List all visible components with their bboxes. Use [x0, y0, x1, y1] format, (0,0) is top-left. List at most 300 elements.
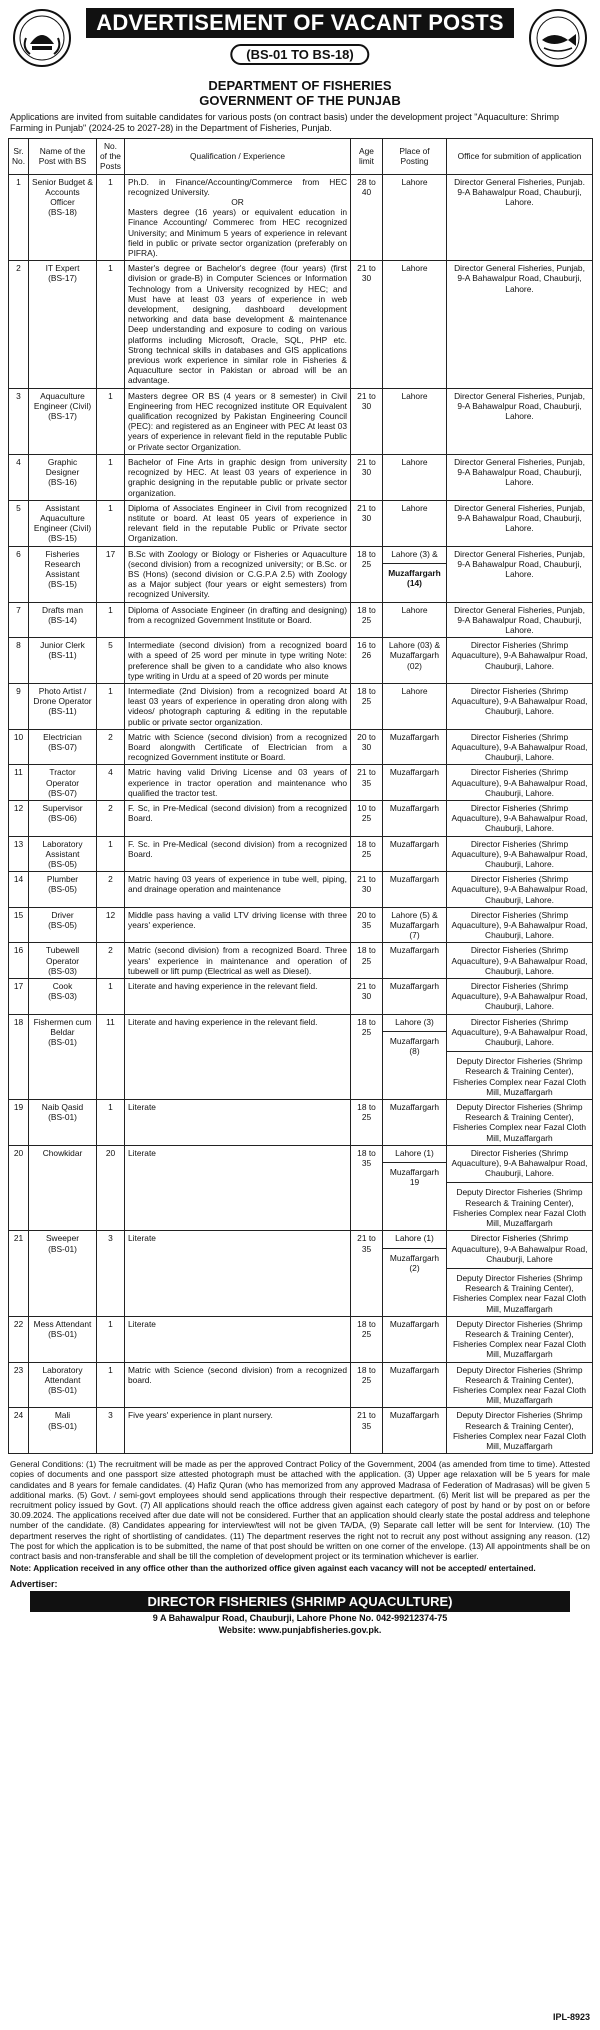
pay-scale-range: (BS-01 TO BS-18) — [230, 44, 369, 65]
cell-age: 21 to 35 — [351, 765, 383, 801]
cell-count: 1 — [97, 1100, 125, 1146]
table-row — [9, 1014, 593, 1099]
table-row — [9, 638, 593, 684]
cell-count: 1 — [97, 836, 125, 872]
cell-post — [29, 907, 97, 943]
cell-age: 21 to 35 — [351, 1408, 383, 1454]
submission-office: Director Fisheries (Shrimp Aquaculture), 9-A Bahawalpur Road, Chauburji, Lahore. — [451, 767, 588, 798]
submission-office: Deputy Director Fisheries (Shrimp Research & Training Center), Fisheries Complex near Fazal Cloth Mill, Muzaffargarh — [452, 1364, 587, 1406]
cell-sr: 18 — [9, 1014, 29, 1099]
cell-count: 2 — [97, 872, 125, 908]
cell-qualification — [125, 454, 351, 500]
cell-place — [383, 1014, 447, 1099]
post-scale: (BS-14) — [48, 614, 77, 625]
post-name: Naib Qasid — [41, 1102, 84, 1113]
cell-place — [383, 907, 447, 943]
place-of-posting: Muzaffargarh — [389, 802, 440, 813]
table-row — [9, 174, 593, 261]
cell-post — [29, 765, 97, 801]
cell-place — [383, 729, 447, 765]
table-row — [9, 500, 593, 546]
cell-sr: 21 — [9, 1231, 29, 1316]
post-name: Graphic Designer — [45, 456, 80, 478]
cell-age: 18 to 25 — [351, 1014, 383, 1099]
cell-office — [447, 1014, 593, 1099]
submission-office: Director Fisheries (Shrimp Aquaculture), 9-A Bahawalpur Road, Chauburji, Lahore. — [451, 838, 588, 869]
cell-age: 21 to 35 — [351, 1231, 383, 1316]
cell-sr: 13 — [9, 836, 29, 872]
post-scale: (BS-17) — [48, 273, 77, 284]
cell-count: 20 — [97, 1145, 125, 1230]
cell-office — [447, 943, 593, 979]
post-name: Drafts man — [42, 604, 83, 615]
cell-qualification — [125, 1231, 351, 1316]
cell-qualification — [125, 683, 351, 729]
cell-place — [383, 800, 447, 836]
cell-office — [447, 1408, 593, 1454]
post-name: Supervisor — [42, 802, 83, 813]
cell-post — [29, 454, 97, 500]
cell-office — [447, 388, 593, 454]
fisheries-department-seal-icon — [528, 8, 588, 68]
place-of-posting: Muzaffargarh (8) — [383, 1031, 446, 1056]
qualification-text: Diploma of Associate Engineer (in drafting and designing) from a recognized Government Institute or Board. — [128, 604, 347, 625]
cell-sr: 3 — [9, 388, 29, 454]
header-age: Age limit — [351, 139, 383, 175]
cell-office — [447, 174, 593, 261]
cell-age: 21 to 30 — [351, 500, 383, 546]
place-of-posting: Lahore — [401, 390, 428, 401]
submission-office: Director General Fisheries, Punjab. 9-A Bahawalpur Road, Chauburji, Lahore. — [454, 176, 585, 208]
cell-qualification — [125, 500, 351, 546]
cell-sr: 22 — [9, 1316, 29, 1362]
cell-qualification — [125, 1316, 351, 1362]
cell-office — [447, 836, 593, 872]
cell-age: 16 to 26 — [351, 638, 383, 684]
qualification-text: Matric having valid Driving License and 03 years of experience in tractor operation and maintenance who qualified the tractor test. — [128, 767, 347, 798]
cell-office — [447, 683, 593, 729]
post-scale: (BS-11) — [48, 706, 77, 717]
cell-qualification — [125, 174, 351, 261]
cell-post — [29, 500, 97, 546]
cell-place — [383, 261, 447, 388]
cell-place — [383, 1100, 447, 1146]
cell-post — [29, 979, 97, 1015]
cell-count: 1 — [97, 683, 125, 729]
post-scale: (BS-18) — [48, 207, 77, 218]
place-of-posting: Muzaffargarh — [389, 1102, 440, 1113]
header-qualification: Qualification / Experience — [125, 139, 351, 175]
cell-post — [29, 1316, 97, 1362]
cell-sr: 12 — [9, 800, 29, 836]
cell-office — [447, 261, 593, 388]
cell-sr: 8 — [9, 638, 29, 684]
cell-office — [447, 765, 593, 801]
post-scale: (BS-15) — [48, 533, 77, 544]
cell-place — [383, 500, 447, 546]
place-of-posting: Lahore (5) & Muzaffargarh (7) — [389, 909, 440, 941]
cell-place — [383, 683, 447, 729]
cell-office — [447, 454, 593, 500]
cell-age: 18 to 35 — [351, 1145, 383, 1230]
cell-place — [383, 1362, 447, 1408]
table-row — [9, 388, 593, 454]
cell-qualification — [125, 1014, 351, 1099]
cell-age: 28 to 40 — [351, 174, 383, 261]
cell-count: 11 — [97, 1014, 125, 1099]
table-row — [9, 943, 593, 979]
header — [8, 6, 592, 84]
place-of-posting: Lahore (3) & — [391, 548, 438, 559]
cell-place — [383, 1316, 447, 1362]
qualification-text: Matric having 03 years of experience in tube well, piping, and drainage operation and maintenance — [128, 874, 347, 895]
post-name: Fisheries Research Assistant — [44, 548, 81, 579]
place-of-posting: Lahore (03) & Muzaffargarh (02) — [388, 640, 441, 671]
post-name: Fishermen cum Beldar — [33, 1016, 92, 1037]
header-sr: Sr. No. — [9, 139, 29, 175]
cell-post — [29, 1408, 97, 1454]
cell-qualification — [125, 943, 351, 979]
cell-sr: 4 — [9, 454, 29, 500]
cell-count: 3 — [97, 1231, 125, 1316]
cell-post — [29, 1362, 97, 1408]
cell-qualification — [125, 1362, 351, 1408]
cell-post — [29, 872, 97, 908]
table-body — [9, 174, 593, 1454]
cell-place — [383, 765, 447, 801]
advertiser-address: 9 A Bahawalpur Road, Chauburji, Lahore Phone No. 042-99212374-75 — [152, 1613, 448, 1624]
table-row — [9, 261, 593, 388]
place-of-posting: Lahore — [401, 263, 428, 274]
cell-sr: 1 — [9, 174, 29, 261]
cell-qualification — [125, 1100, 351, 1146]
cell-count: 2 — [97, 729, 125, 765]
header-post: Name of the Post with BS — [29, 139, 97, 175]
cell-sr: 2 — [9, 261, 29, 388]
table-header-row — [9, 139, 593, 175]
place-of-posting: Muzaffargarh — [389, 945, 440, 956]
cell-sr: 15 — [9, 907, 29, 943]
cell-office — [447, 729, 593, 765]
cell-count: 1 — [97, 388, 125, 454]
cell-post — [29, 546, 97, 602]
header-place: Place of Posting — [383, 139, 447, 175]
cell-place — [383, 174, 447, 261]
place-of-posting: Muzaffargarh — [389, 874, 440, 885]
table-row — [9, 1316, 593, 1362]
advertiser-name: DIRECTOR FISHERIES (SHRIMP AQUACULTURE) — [30, 1591, 570, 1612]
post-name: IT Expert — [45, 263, 80, 274]
place-of-posting: Lahore (3) — [395, 1016, 434, 1027]
cell-qualification — [125, 602, 351, 638]
place-of-posting: Muzaffargarh — [389, 1318, 440, 1329]
submission-office: Deputy Director Fisheries (Shrimp Research & Training Center), Fisheries Complex near Fazal Cloth Mill, Muzaffargarh — [447, 1051, 592, 1097]
cell-age: 21 to 30 — [351, 261, 383, 388]
place-of-posting: Lahore — [401, 502, 428, 513]
table-row — [9, 836, 593, 872]
submission-office: Deputy Director Fisheries (Shrimp Research & Training Center), Fisheries Complex near Fazal Cloth Mill, Muzaffargarh — [447, 1268, 592, 1314]
post-scale: (BS-01) — [48, 1328, 77, 1339]
cell-post — [29, 683, 97, 729]
submission-office: Director Fisheries (Shrimp Aquaculture), 9-A Bahawalpur Road, Chauburji, Lahore. — [451, 685, 588, 717]
post-name: Driver — [51, 909, 74, 920]
general-conditions: General Conditions: (1) The recruitment will be made as per the approved Contract Policy of the Government, 2004 (as amended from time to time). Attested copies of documents and one passport size attested photograph must be attached with the application. (3) Upper age relaxation will be 5 years for male candidates and 8 years for female candidates. (4) Hafiz Quran (who has memorized from any approved Madrasa of Federation of Madrasas) will be given 5 additional marks. (5) Govt. / semi-govt employees should send applications through their respective department. (6) Merit list will be prepared as per the recruitment policy issued by Govt. (7) All applications should reach the office address given against each category of post by hand or by post on or before 30.09.2024. The applications received after due date will not be considered. Further that an application should clearly state the postal address and telephone number of the candidate. (8) Candidates appearing for interview/test will not be given TA/DA, (9) Separate call letter will be sent for Interview. (10) The department reserves the right of shortlisting of candidates. (11) The department reserves the right not to recruit any post without assigning any reason. (12) The post for which the application is to be submitted, the name of that post should be written on one corner of the envelope. (13) All appointments shall be on contract basis and non-transferable and shall be till the completion of development project or its termination whichever is earlier. — [10, 1459, 590, 1561]
post-scale: (BS-11) — [48, 650, 77, 661]
table-row — [9, 1408, 593, 1454]
qualification-text: Literate — [128, 1147, 156, 1158]
cell-count: 1 — [97, 1316, 125, 1362]
qualification-text: Literate — [128, 1318, 156, 1329]
table-row — [9, 979, 593, 1015]
table-row — [9, 1362, 593, 1408]
post-name: Mali — [54, 1410, 71, 1421]
cell-post — [29, 800, 97, 836]
place-of-posting: Muzaffargarh — [389, 838, 440, 849]
place-of-posting: Lahore (1) — [395, 1233, 434, 1244]
submission-office: Director Fisheries (Shrimp Aquaculture), 9-A Bahawalpur Road, Chauburji, Lahore. — [451, 981, 588, 1012]
place-of-posting: Muzaffargarh — [389, 1364, 440, 1375]
post-scale: (BS-05) — [48, 920, 77, 931]
cell-place — [383, 872, 447, 908]
cell-count: 2 — [97, 943, 125, 979]
post-scale: (BS-05) — [48, 859, 77, 869]
cell-qualification — [125, 800, 351, 836]
cell-place — [383, 454, 447, 500]
cell-qualification — [125, 1145, 351, 1230]
cell-sr: 19 — [9, 1100, 29, 1146]
qualification-text-alt: Masters degree (16 years) or equivalent education in Finance Accounting/ Commerec from HEC recognized University; and Minimum 5 years of experience in relevant field in public or private sector organization (preferably on PIFRA). — [128, 207, 347, 259]
cell-age: 18 to 25 — [351, 1316, 383, 1362]
post-name: Tractor Operator — [45, 767, 80, 788]
cell-post — [29, 1231, 97, 1316]
cell-count: 12 — [97, 907, 125, 943]
qualification-text: F. Sc. in Pre-Medical (second division) from a recognized Board. — [128, 838, 347, 859]
cell-office — [447, 1362, 593, 1408]
submission-office: Deputy Director Fisheries (Shrimp Research & Training Center), Fisheries Complex near Fazal Cloth Mill, Muzaffargarh — [452, 1102, 587, 1143]
cell-qualification — [125, 546, 351, 602]
cell-office — [447, 638, 593, 684]
cell-sr: 10 — [9, 729, 29, 765]
advertiser-block — [30, 1591, 570, 1636]
place-of-posting: Lahore — [401, 604, 428, 615]
cell-place — [383, 546, 447, 602]
submission-office: Deputy Director Fisheries (Shrimp Research & Training Center), Fisheries Complex near Fazal Cloth Mill, Muzaffargarh — [452, 1410, 587, 1451]
post-name: Junior Clerk — [40, 640, 85, 651]
government-line: GOVERNMENT OF THE PUNJAB — [199, 93, 401, 108]
post-scale: (BS-15) — [48, 579, 77, 590]
cell-age: 10 to 25 — [351, 800, 383, 836]
place-of-posting: Lahore (1) — [395, 1147, 434, 1158]
cell-office — [447, 872, 593, 908]
table-row — [9, 454, 593, 500]
cell-post — [29, 1145, 97, 1230]
post-scale: (BS-03) — [48, 965, 77, 976]
qualification-text: Intermediate (2nd Division) from a recognized board At least 03 years of experience in operating dron along with videos/ photograph capturing & editing in the reputable public or private sector organization. — [128, 685, 347, 727]
post-name: Photo Artist / Drone Operator — [33, 685, 92, 707]
cell-qualification — [125, 836, 351, 872]
cell-qualification — [125, 729, 351, 765]
cell-office — [447, 800, 593, 836]
qualification-text: Five years' experience in plant nursery. — [128, 1410, 273, 1421]
cell-age: 18 to 25 — [351, 836, 383, 872]
cell-sr: 24 — [9, 1408, 29, 1454]
post-scale: (BS-07) — [48, 741, 77, 752]
cell-place — [383, 1408, 447, 1454]
place-of-posting: Muzaffargarh — [389, 1410, 440, 1421]
cell-sr: 23 — [9, 1362, 29, 1408]
cell-office — [447, 1100, 593, 1146]
cell-sr: 16 — [9, 943, 29, 979]
qualification-text: B.Sc with Zoology or Biology or Fisheries or Aquaculture (second division) from a recognized university; or B.Sc. or BS (Hons) (second division or C.G.P.A 2.5) with Zoology as a Major subject (four years or eight semesters) from recognized University. — [128, 548, 347, 600]
cell-office — [447, 979, 593, 1015]
cell-count: 3 — [97, 1408, 125, 1454]
submission-office: Director Fisheries (Shrimp Aquaculture), 9-A Bahawalpur Road, Chauburji, Lahore. — [451, 1147, 588, 1179]
post-scale: (BS-17) — [48, 411, 77, 422]
intro-paragraph: Applications are invited from suitable candidates for various posts (on contract basis) under the development project "Aquaculture: Shrimp Farming in Punjab" (2024-25 to 2027-28) in the Department of Fisheries, Punjab. — [10, 112, 559, 133]
cell-count: 1 — [97, 454, 125, 500]
place-of-posting: Muzaffargarh (14) — [383, 563, 446, 588]
post-name: Senior Budget & Accounts Officer — [32, 176, 93, 208]
cell-qualification — [125, 765, 351, 801]
table-row — [9, 1100, 593, 1146]
cell-place — [383, 602, 447, 638]
post-scale: (BS-07) — [48, 787, 77, 798]
post-scale: (BS-16) — [48, 477, 77, 488]
post-name: Aquaculture Engineer (Civil) — [33, 390, 92, 411]
submission-office: Director Fisheries (Shrimp Aquaculture), 9-A Bahawalpur Road, Chauburji, Lahore. — [451, 945, 588, 976]
place-of-posting: Muzaffargarh — [389, 767, 440, 778]
submission-office: Director General Fisheries, Punjab, 9-A Bahawalpur Road, Chauburji, Lahore. — [454, 548, 585, 579]
qualification-text: F. Sc, in Pre-Medical (second division) from a recognized Board. — [128, 802, 347, 824]
place-of-posting: Lahore — [401, 456, 428, 467]
cell-office — [447, 546, 593, 602]
vacancy-table — [8, 138, 593, 1454]
cell-age: 21 to 30 — [351, 454, 383, 500]
table-row — [9, 1231, 593, 1316]
cell-age: 18 to 25 — [351, 943, 383, 979]
cell-sr: 11 — [9, 765, 29, 801]
cell-qualification — [125, 388, 351, 454]
cell-place — [383, 1145, 447, 1230]
qualification-text: Middle pass having a valid LTV driving license with three years' experience. — [128, 909, 347, 931]
cell-count: 1 — [97, 979, 125, 1015]
note: Note: Application received in any office other than the authorized office given against each vacancy will not be accepted/ entertained. — [10, 1563, 536, 1574]
cell-qualification — [125, 907, 351, 943]
qualification-text: Literate — [128, 1102, 156, 1113]
submission-office: Director General Fisheries, Punjab, 9-A Bahawalpur Road, Chauburji, Lahore. — [454, 390, 585, 422]
cell-count: 2 — [97, 800, 125, 836]
post-name: Laboratory Attendant — [42, 1364, 83, 1385]
cell-sr: 6 — [9, 546, 29, 602]
cell-age: 18 to 25 — [351, 1362, 383, 1408]
post-name: Chowkidar — [42, 1147, 83, 1158]
qualification-text: Matric with Science (second division) from a recognized board. — [128, 1364, 347, 1385]
submission-office: Director Fisheries (Shrimp Aquaculture), 9-A Bahawalpur Road, Chauburji, Lahore. — [451, 731, 588, 763]
cell-post — [29, 174, 97, 261]
post-name: Assistant Aquaculture Engineer (Civil) — [33, 502, 92, 534]
cell-age: 18 to 25 — [351, 1100, 383, 1146]
post-name: Electrician — [43, 731, 82, 742]
header-count: No. of the Posts — [97, 139, 125, 175]
cell-count: 1 — [97, 602, 125, 638]
place-of-posting: Muzaffargarh (2) — [383, 1248, 446, 1273]
post-name: Mess Attendant — [33, 1318, 92, 1329]
cell-qualification — [125, 872, 351, 908]
submission-office: Director Fisheries (Shrimp Aquaculture), 9-A Bahawalpur Road, Chauburji, Lahore. — [451, 640, 588, 671]
post-scale: (BS-01) — [48, 1384, 77, 1395]
place-of-posting: Lahore — [401, 176, 428, 187]
cell-sr: 9 — [9, 683, 29, 729]
cell-post — [29, 638, 97, 684]
cell-place — [383, 979, 447, 1015]
cell-count: 1 — [97, 174, 125, 261]
cell-qualification — [125, 1408, 351, 1454]
table-row — [9, 602, 593, 638]
cell-place — [383, 388, 447, 454]
qualification-text: Ph.D. in Finance/Accounting/Commerce from HEC recognized University. — [128, 176, 347, 197]
cell-place — [383, 638, 447, 684]
cell-count: 4 — [97, 765, 125, 801]
cell-place — [383, 943, 447, 979]
cell-sr: 20 — [9, 1145, 29, 1230]
cell-place — [383, 836, 447, 872]
page-title: ADVERTISEMENT OF VACANT POSTS — [86, 8, 514, 38]
table-row — [9, 765, 593, 801]
cell-age: 20 to 30 — [351, 729, 383, 765]
place-of-posting: Lahore — [401, 685, 428, 696]
ipl-number: IPL-8923 — [552, 2012, 590, 2022]
cell-sr: 17 — [9, 979, 29, 1015]
qualification-text: Masters degree OR BS (4 years or 8 semester) in Civil Engineering from HEC recognized institute OR Equivalent qualification recognized by Pakistan Engineering Council (PEC): and registered as an Engineer with PEC At least 03 years of experience in relevant field in the reputable Public or Private sector Organization. — [128, 390, 347, 452]
submission-office: Deputy Director Fisheries (Shrimp Research & Training Center), Fisheries Complex near Fazal Cloth Mill, Muzaffargarh — [452, 1318, 587, 1360]
post-scale: (BS-05) — [48, 884, 77, 895]
qualification-or: OR — [231, 197, 244, 208]
department-line: DEPARTMENT OF FISHERIES — [208, 78, 392, 93]
cell-age: 20 to 35 — [351, 907, 383, 943]
qualification-text: Master's degree or Bachelor's degree (four years) (first division or grade-B) in Computer Sciences or Information Technology from a University recognized by HEC; and Must have at least 03 years of experience in web development, designing, dashboard development networking and data base development & maintenance Deep understanding and exposure to coding on various platforms including Microsoft, Oracle, SQL, PHP etc. Strong technical skills in databases and GIS applications previous work experience in similar role in Fisheries & Aquaculture sector in Pakistan or abroad will be an advantage. — [128, 263, 347, 386]
cell-age: 18 to 25 — [351, 546, 383, 602]
qualification-text: Intermediate (second division) from a recognized board with a speed of 25 word per minute in type writing Note: preference shall be given to a candidate who also knows type writing in Urdu at a speed of 20 words per minute — [128, 640, 347, 681]
post-scale: (BS-06) — [48, 813, 77, 824]
table-row — [9, 872, 593, 908]
cell-post — [29, 836, 97, 872]
cell-post — [29, 1014, 97, 1099]
advertiser-label: Advertiser: — [10, 1579, 58, 1590]
post-scale: (BS-03) — [48, 991, 77, 1002]
cell-age: 21 to 30 — [351, 388, 383, 454]
table-row — [9, 683, 593, 729]
table-row — [9, 907, 593, 943]
post-name: Laboratory Assistant — [42, 838, 83, 859]
cell-age: 18 to 25 — [351, 683, 383, 729]
cell-office — [447, 500, 593, 546]
cell-office — [447, 1231, 593, 1316]
cell-office — [447, 1316, 593, 1362]
post-name: Plumber — [46, 874, 79, 885]
post-scale: (BS-01) — [48, 1243, 77, 1254]
cell-count: 1 — [97, 261, 125, 388]
qualification-text: Matric (second division) from a recognized Board. Three years' experience in maintenance and operation of tubewell or lift pump (Electrical as well as Diesel). — [128, 945, 347, 976]
place-of-posting: Muzaffargarh — [389, 731, 440, 742]
submission-office: Director Fisheries (Shrimp Aquaculture), 9-A Bahawalpur Road, Chauburji, Lahore. — [451, 1016, 588, 1048]
post-scale: (BS-01) — [48, 1112, 77, 1123]
post-name: Sweeper — [45, 1233, 80, 1244]
cell-qualification — [125, 261, 351, 388]
cell-place — [383, 1231, 447, 1316]
post-scale: (BS-01) — [48, 1037, 77, 1048]
cell-post — [29, 602, 97, 638]
submission-office: Director Fisheries (Shrimp Aquaculture), 9-A Bahawalpur Road, Chauburji, Lahore — [451, 1233, 588, 1264]
